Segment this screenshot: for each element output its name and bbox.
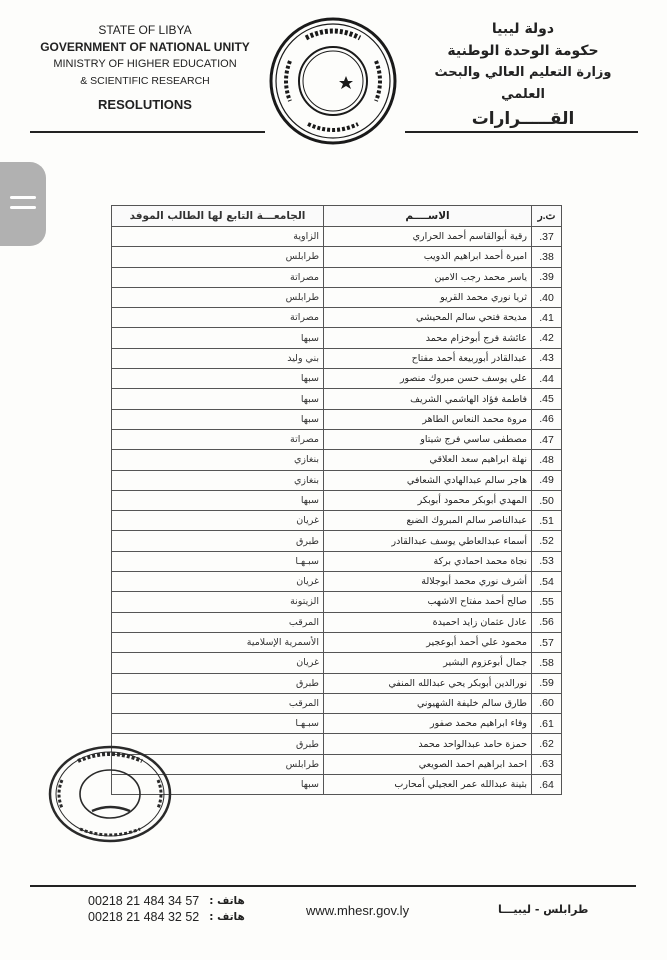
table-header-row (112, 206, 562, 227)
table-row (112, 632, 562, 652)
column-header-name: الاســــم (324, 206, 532, 227)
row-number: 44. (532, 369, 562, 389)
student-name: مديحة فتحي سالم المحيشي (324, 308, 532, 328)
header-rule-right (405, 131, 638, 133)
table-row (112, 287, 562, 307)
student-name: حمزة حامد عبدالواحد محمد (324, 734, 532, 754)
row-number: 41. (532, 308, 562, 328)
row-number: 38. (532, 247, 562, 267)
university-name: سبها (112, 389, 324, 409)
row-number: 42. (532, 328, 562, 348)
student-name: المهدي أبوبكر محمود أبوبكر (324, 490, 532, 510)
row-number: 53. (532, 551, 562, 571)
state-name-ar: دولة ليبيا (491, 21, 555, 37)
menu-bar (10, 206, 36, 209)
student-name: نورالدين أبوبكر يحي عبدالله المنفي (324, 673, 532, 693)
university-name: بني وليد (112, 348, 324, 368)
table-row (112, 612, 562, 632)
table-row (112, 308, 562, 328)
footer-rule (30, 885, 636, 887)
row-number: 47. (532, 429, 562, 449)
row-number: 51. (532, 511, 562, 531)
header-english (30, 22, 260, 113)
row-number: 61. (532, 714, 562, 734)
header-arabic (412, 18, 634, 130)
university-name: غريان (112, 572, 324, 592)
phone-number-2: 00218 21 484 32 52 (88, 910, 200, 924)
student-name: نجاة محمد احمادي بركة (324, 551, 532, 571)
row-number: 64. (532, 775, 562, 795)
student-name: أسماء عبدالعاطي يوسف عبدالقادر (324, 531, 532, 551)
student-name: نهلة ابراهيم سعد العلاقي (324, 450, 532, 470)
ministry-name-en-2: & SCIENTIFIC RESEARCH (80, 75, 210, 87)
student-name: وفاء ابراهيم محمد صفور (324, 714, 532, 734)
university-name: الأسمرية الإسلامية (112, 632, 324, 652)
table-row (112, 227, 562, 247)
university-name: طبرق (112, 673, 324, 693)
university-name: سبها (112, 775, 324, 795)
table-row (112, 267, 562, 287)
table-row (112, 531, 562, 551)
row-number: 60. (532, 693, 562, 713)
row-number: 58. (532, 653, 562, 673)
phone-label-2: هاتف : (209, 911, 245, 923)
row-number: 40. (532, 287, 562, 307)
university-name: طرابلس (112, 754, 324, 774)
student-name: محمود علي أحمد أبوعجير (324, 632, 532, 652)
table-row (112, 429, 562, 449)
table-row (112, 673, 562, 693)
ministry-name-ar: وزارة التعليم العالي والبحث العلمي (434, 65, 612, 102)
university-name: مصراتة (112, 429, 324, 449)
phone-label-1: هاتف : (209, 895, 245, 907)
footer-phones (88, 893, 245, 925)
row-number: 57. (532, 632, 562, 652)
table-row (112, 511, 562, 531)
university-name: طرابلس (112, 247, 324, 267)
government-name-en: GOVERNMENT OF NATIONAL UNITY (40, 40, 250, 54)
table-row (112, 450, 562, 470)
student-name: عادل عثمان زايد احميدة (324, 612, 532, 632)
university-name: الزاوية (112, 227, 324, 247)
university-name: طرابلس (112, 287, 324, 307)
table-row (112, 490, 562, 510)
table-row (112, 693, 562, 713)
column-header-university: الجامعـــة التابع لها الطالب الموفد (112, 206, 324, 227)
column-header-no: ت.ر (532, 206, 562, 227)
university-name: مصراتة (112, 267, 324, 287)
student-name: رقية أبوالقاسم أحمد الحراري (324, 227, 532, 247)
student-name: احمد ابراهيم احمد الصويعي (324, 754, 532, 774)
university-name: طبرق (112, 531, 324, 551)
table-row (112, 551, 562, 571)
university-name: طبرق (112, 734, 324, 754)
row-number: 56. (532, 612, 562, 632)
footer-city: طرابلس - ليبيـــا (498, 903, 589, 916)
student-name: اميرة أحمد ابراهيم الدويب (324, 247, 532, 267)
resolutions-table (111, 205, 562, 795)
header-rule-left (30, 131, 265, 133)
table-row (112, 389, 562, 409)
table-row (112, 714, 562, 734)
table-row (112, 328, 562, 348)
ministry-seal-icon (268, 16, 398, 146)
university-name: بنغازي (112, 470, 324, 490)
university-name: بنغازي (112, 450, 324, 470)
row-number: 49. (532, 470, 562, 490)
row-number: 37. (532, 227, 562, 247)
university-name: مصراتة (112, 308, 324, 328)
row-number: 54. (532, 572, 562, 592)
university-name: سبها (112, 490, 324, 510)
table-row (112, 369, 562, 389)
university-name: المرقب (112, 693, 324, 713)
row-number: 45. (532, 389, 562, 409)
resolutions-title-en: RESOLUTIONS (98, 97, 192, 112)
website-link[interactable]: www.mhesr.gov.ly (306, 903, 410, 918)
student-name: طارق سالم خليفة الشهيوني (324, 693, 532, 713)
university-name: سبـهـا (112, 714, 324, 734)
row-number: 59. (532, 673, 562, 693)
row-number: 46. (532, 409, 562, 429)
menu-icon[interactable] (0, 162, 46, 246)
student-name: أشرف نوري محمد أبوجلالة (324, 572, 532, 592)
university-name: سبها (112, 328, 324, 348)
student-name: ثريا نوري محمد القريو (324, 287, 532, 307)
student-name: مروة محمد النعاس الطاهر (324, 409, 532, 429)
phone-number-1: 00218 21 484 34 57 (88, 894, 200, 908)
row-number: 48. (532, 450, 562, 470)
government-name-ar: حكومة الوحدة الوطنية (447, 43, 599, 59)
row-number: 52. (532, 531, 562, 551)
table-row (112, 734, 562, 754)
row-number: 62. (532, 734, 562, 754)
university-name: سبـهـا (112, 551, 324, 571)
row-number: 43. (532, 348, 562, 368)
student-name: بثينة عبدالله عمر العجيلي أمحارب (324, 775, 532, 795)
state-name-en: STATE OF LIBYA (98, 23, 192, 37)
student-name: علي يوسف حسن مبروك منصور (324, 369, 532, 389)
university-name: المرقب (112, 612, 324, 632)
university-name: سبها (112, 409, 324, 429)
table-row (112, 572, 562, 592)
university-name: الزيتونة (112, 592, 324, 612)
table-row (112, 409, 562, 429)
menu-bar (10, 196, 36, 199)
table-row (112, 348, 562, 368)
student-name: مصطفى ساسي فرج شيتاو (324, 429, 532, 449)
university-name: غريان (112, 653, 324, 673)
table-row (112, 653, 562, 673)
table-row (112, 592, 562, 612)
student-name: جمال أبوعزوم البشير (324, 653, 532, 673)
table-row (112, 247, 562, 267)
student-name: عبدالقادر أبوربيعة أحمد مفتاح (324, 348, 532, 368)
student-name: عبدالناصر سالم المبروك الضبع (324, 511, 532, 531)
student-name: ياسر محمد رجب الامين (324, 267, 532, 287)
row-number: 55. (532, 592, 562, 612)
phone-line-1 (88, 893, 245, 909)
resolutions-title-ar: القـــــرارات (471, 109, 575, 129)
ministry-stamp-icon (48, 745, 173, 843)
student-name: فاطمة فؤاد الهاشمي الشريف (324, 389, 532, 409)
table-row (112, 775, 562, 795)
student-name: صالح أحمد مفتاح الاشهب (324, 592, 532, 612)
row-number: 50. (532, 490, 562, 510)
table-row (112, 470, 562, 490)
student-name: عائشة فرج أبوخزام محمد (324, 328, 532, 348)
row-number: 63. (532, 754, 562, 774)
student-name: هاجر سالم عبدالهادي الشعافي (324, 470, 532, 490)
phone-line-2 (88, 909, 245, 925)
university-name: غريان (112, 511, 324, 531)
ministry-name-en-1: MINISTRY OF HIGHER EDUCATION (53, 58, 237, 70)
university-name: سبها (112, 369, 324, 389)
row-number: 39. (532, 267, 562, 287)
table-row (112, 754, 562, 774)
